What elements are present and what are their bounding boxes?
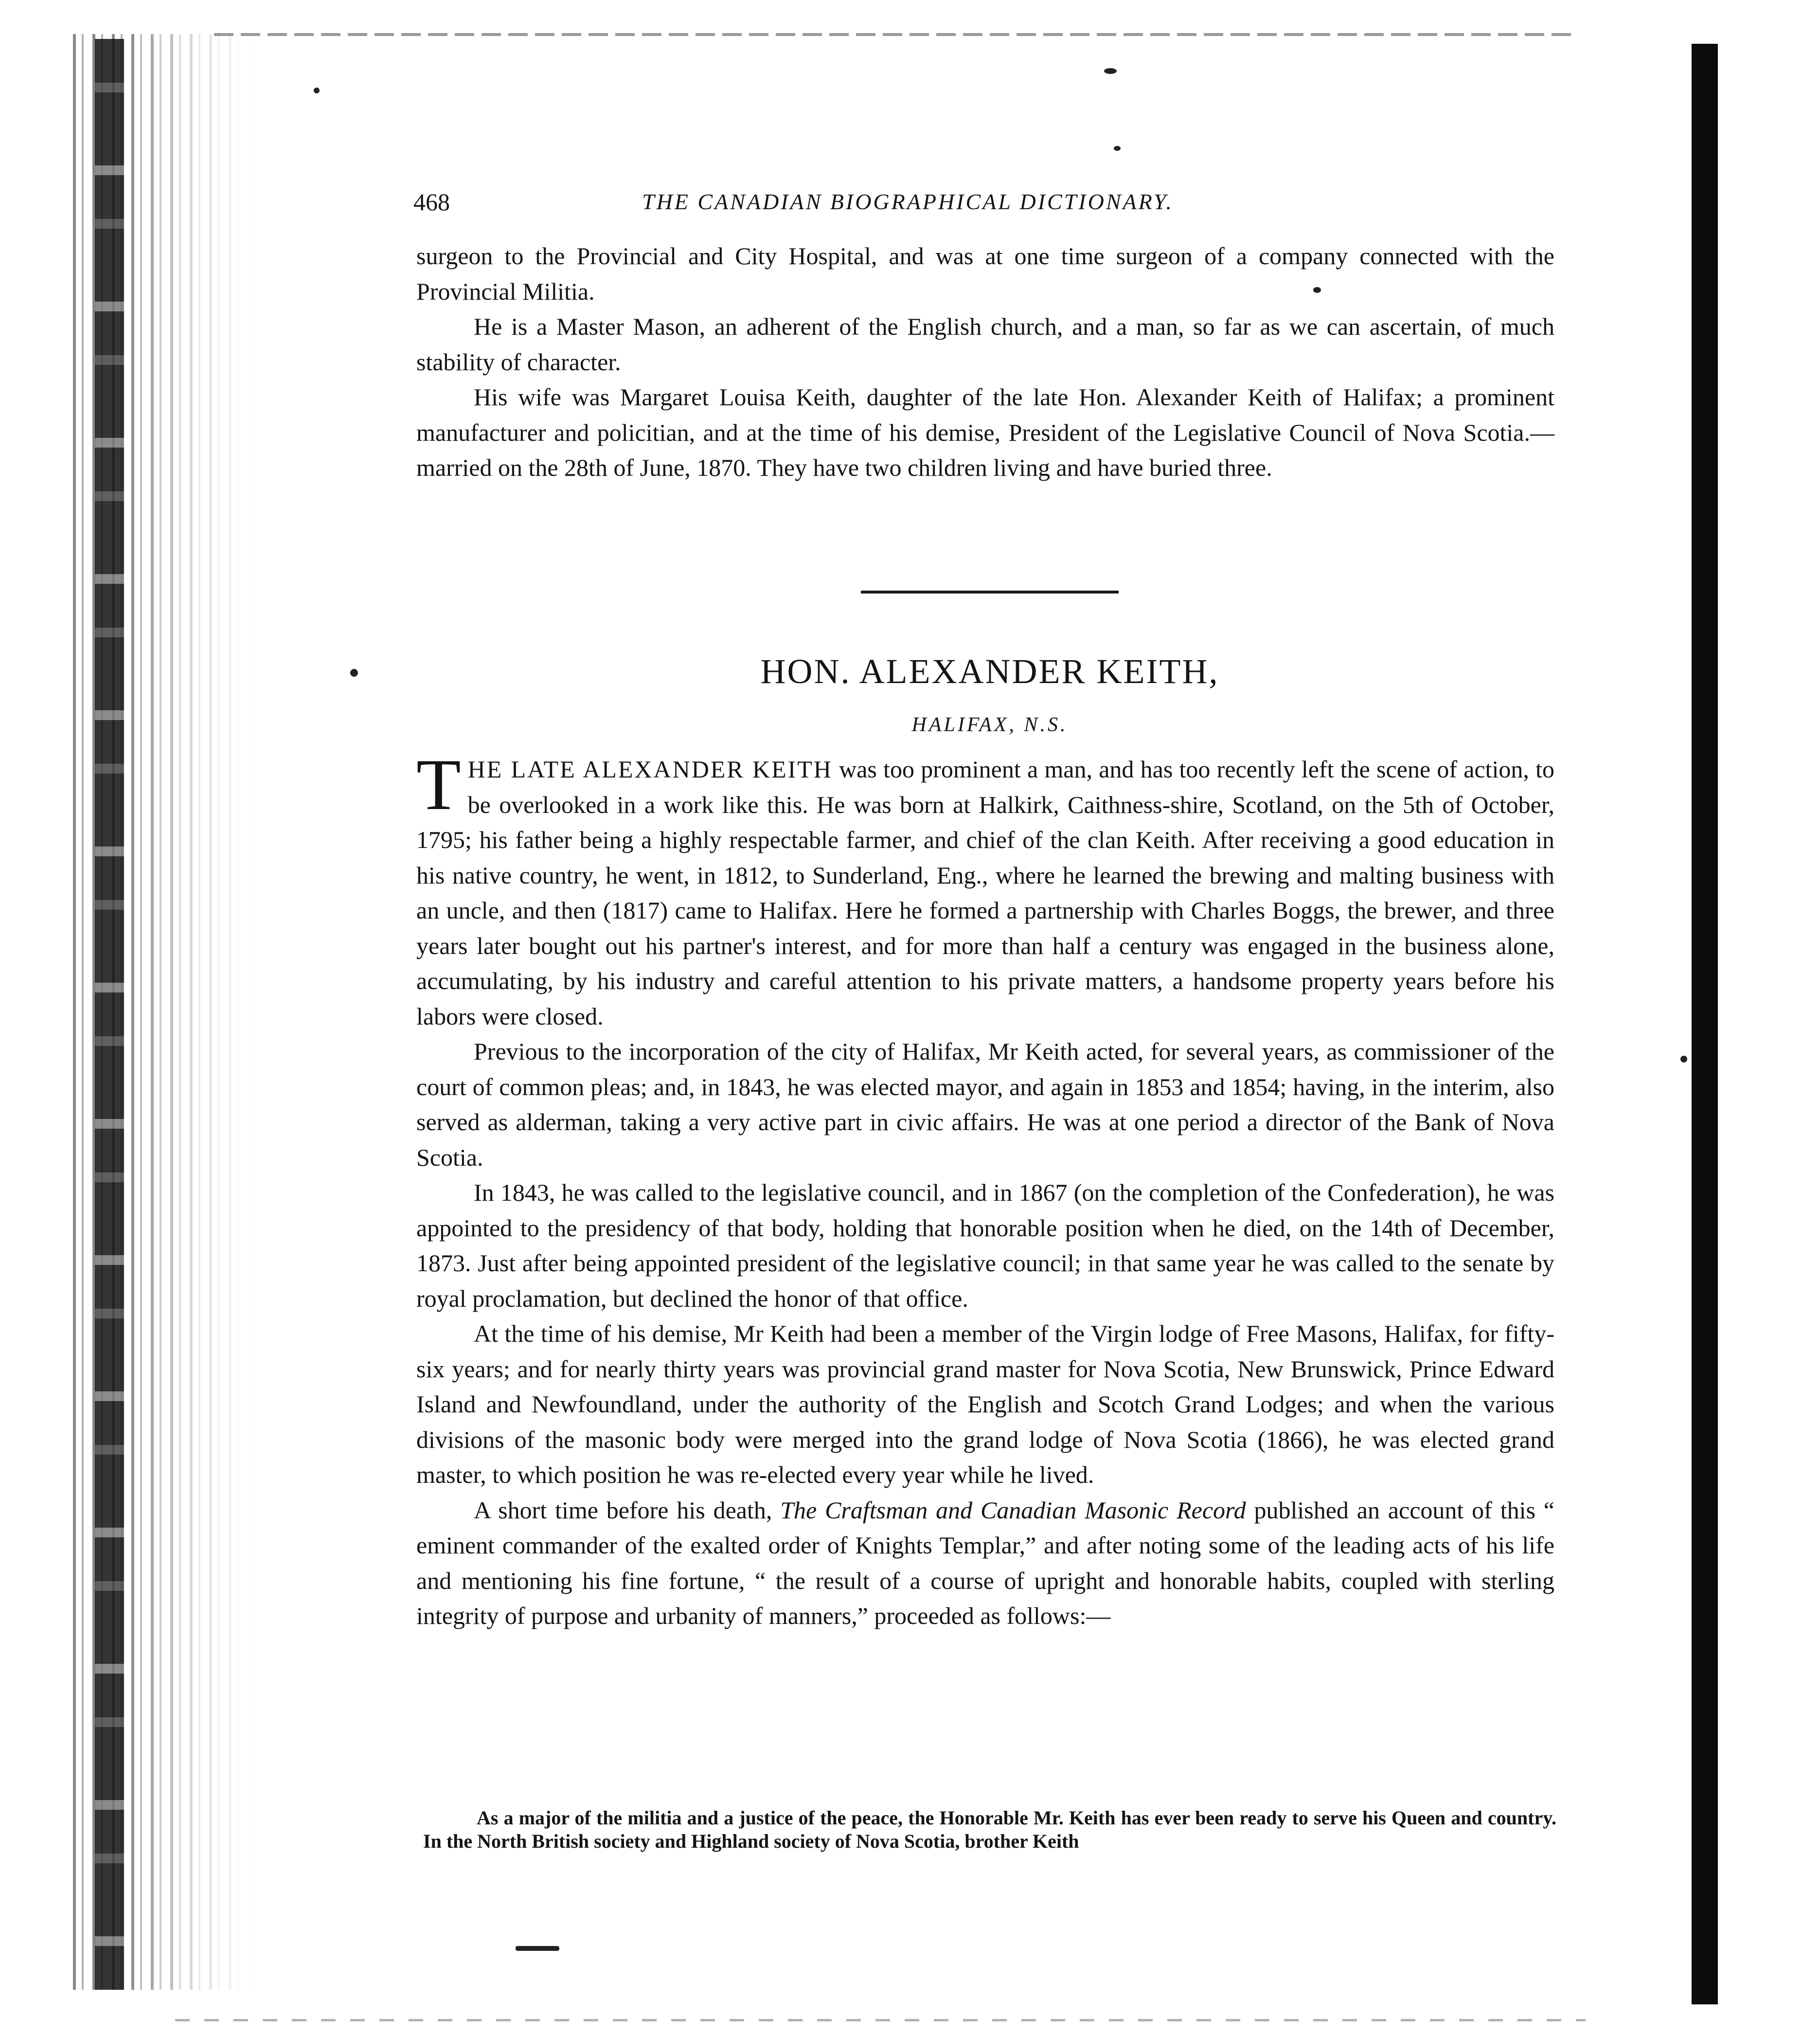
paragraph: In 1843, he was called to the legislative council, and in 1867 (on the completion of the Confederation), he was appointed to the presidency of that body, holding that honorable position when he died, on the 14th of December, 1873. Just after being appointed president of the legislative council; in that same year he was called to the senate by royal proclamation, but declined the honor of that office. (416, 1179, 1554, 1312)
scan-speck (1104, 68, 1117, 74)
scan-speck (1680, 1056, 1687, 1063)
paragraph: He is a Master Mason, an adherent of the English church, and a man, so far as we can ascertain, of much stability of character. (416, 313, 1554, 376)
opening-caps: HE LATE ALEXANDER KEITH (467, 756, 833, 783)
scan-speck (1114, 146, 1121, 151)
scan-edge-right (1692, 44, 1718, 2004)
paragraph (416, 1493, 1554, 1634)
drop-cap: T (416, 744, 461, 825)
publication-title: The Craftsman and Canadian Masonic Record (780, 1496, 1246, 1524)
quote-text: As a major of the militia and a justice of the peace, the Honorable Mr. Keith has ever been ready to serve his Queen and country. In the North British society and Highland society of Nova Scotia, brother Keith (423, 1807, 1556, 1852)
paragraph-text: published an account of this “ eminent commander of the exalted order of Knights Templar,” and after noting some of the leading acts of his life and mentioning his fine fortune, “ the result of a course of upright and honorable habits, coupled with sterling integrity of purpose and urbanity of manners,” proceeded as follows:— (416, 1496, 1554, 1629)
scan-edge-left-dark (95, 39, 124, 1990)
scan-speck (516, 1946, 559, 1951)
scan-speck (350, 669, 358, 677)
paragraph-text: was too prominent a man, and has too recently left the scene of action, to be overlooked in a work like this. He was born at Halkirk, Caithness-shire, Scotland, on the 5th of October, 1795; his father being a highly respectable farmer, and chief of the clan Keith. After receiving a good education in his native country, he went, in 1812, to Sunderland, Eng., where he learned the brewing and malting business with an uncle, and then (1817) came to Halifax. Here he formed a partnership with Charles Boggs, the brewer, and three years later bought out his partner's interest, and for more than half a century was engaged in the business alone, accumulating, by his industry and careful attention to his private matters, a handsome property years before his labors were closed. (416, 756, 1554, 1030)
paragraph: Previous to the incorporation of the city of Halifax, Mr Keith acted, for several years, as commissioner of the court of common pleas; and, in 1843, he was elected mayor, and again in 1853 and 1854; having, in the interim, also served as alderman, taking a very active part in civic affairs. He was at one period a director of the Bank of Nova Scotia. (416, 1038, 1554, 1171)
page-number: 468 (413, 188, 450, 216)
scan-edge-top (214, 33, 1576, 36)
block-quote (423, 1806, 1556, 1853)
paragraph (416, 744, 1554, 1034)
article-subtitle: HALIFAX, N.S. (911, 714, 1068, 736)
article-title: HON. ALEXANDER KEITH, (760, 652, 1219, 691)
paragraph: His wife was Margaret Louisa Keith, daughter of the late Hon. Alexander Keith of Halifax; a prominent manufacturer and policitian, and at the time of his demise, President of the Legislative Council of Nova Scotia.—married on the 28th of June, 1870. They have two children living and have buried three. (416, 383, 1554, 481)
previous-entry-text (416, 238, 1554, 486)
paragraph: surgeon to the Provincial and City Hospital, and was at one time surgeon of a company connected with the Provincial Militia. (416, 242, 1554, 305)
scan-edge-bottom (175, 2019, 1586, 2021)
running-title: THE CANADIAN BIOGRAPHICAL DICTIONARY. (642, 189, 1174, 214)
running-header (413, 185, 1303, 219)
scan-speck (314, 88, 320, 93)
paragraph-text: A short time before his death, (474, 1496, 781, 1524)
paragraph: At the time of his demise, Mr Keith had been a member of the Virgin lodge of Free Masons, Halifax, for fifty-six years; and for nearly thirty years was provincial grand master for Nova Scotia, New Brunswick, Prince Edward Island and Newfoundland, under the authority of the English and Scotch Grand Lodges; and when the various divisions of the masonic body were merged into the grand lodge of Nova Scotia (1866), he was elected grand master, to which position he was re-elected every year while he lived. (416, 1320, 1554, 1488)
section-divider (861, 591, 1119, 594)
article-body (416, 744, 1554, 1634)
